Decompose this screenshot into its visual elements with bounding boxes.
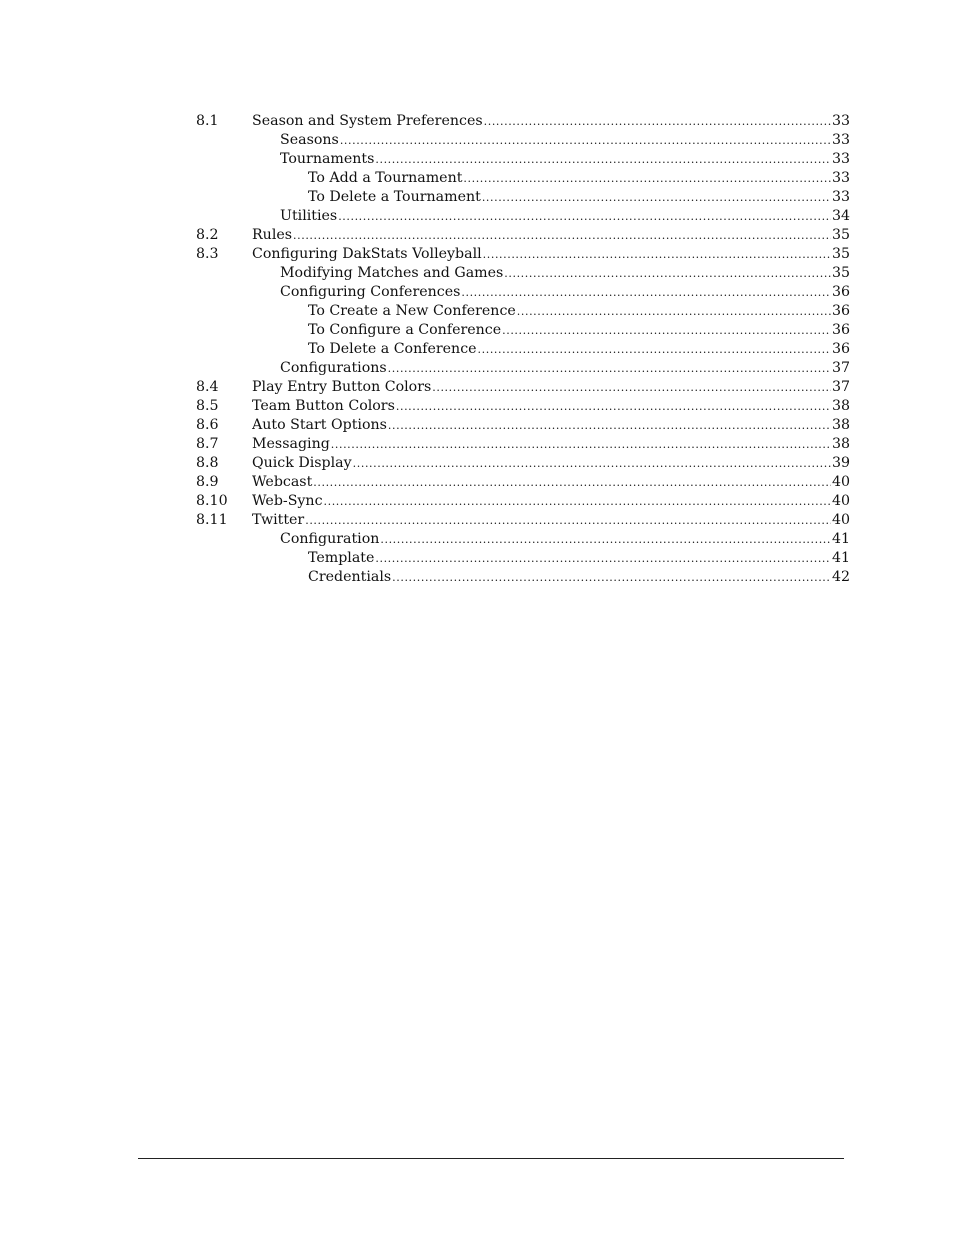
toc-entry[interactable] xyxy=(0,530,954,549)
toc-entry[interactable] xyxy=(0,568,954,587)
toc-entry-title: Twitter xyxy=(252,512,305,528)
toc-section-number: 8.10 xyxy=(196,493,228,509)
toc-entry-title: To Configure a Conference xyxy=(308,322,502,338)
toc-entry-title: Tournaments xyxy=(280,151,375,167)
toc-entry[interactable] xyxy=(0,511,954,530)
toc-entry[interactable] xyxy=(0,207,954,226)
toc-entry[interactable] xyxy=(0,359,954,378)
dot-leader xyxy=(432,378,831,397)
toc-page-number: 40 xyxy=(831,512,850,528)
toc-page-number: 37 xyxy=(831,379,850,395)
toc-entry-title: Credentials xyxy=(308,569,392,585)
toc-entry-title: Play Entry Button Colors xyxy=(252,379,432,395)
toc-page-number: 36 xyxy=(831,322,850,338)
toc-page-number: 35 xyxy=(831,265,850,281)
toc-entry-title: Web-Sync xyxy=(252,493,323,509)
toc-entry-title: Configurations xyxy=(280,360,387,376)
toc-page-number: 33 xyxy=(831,189,850,205)
toc-page-number: 36 xyxy=(831,303,850,319)
dot-leader xyxy=(392,568,831,587)
dot-leader xyxy=(293,226,831,245)
toc-entry-title: To Delete a Conference xyxy=(308,341,477,357)
toc-section-number: 8.11 xyxy=(196,512,228,528)
toc-page-number: 33 xyxy=(831,170,850,186)
toc-entry-title: Auto Start Options xyxy=(252,417,387,433)
dot-leader xyxy=(502,321,831,340)
dot-leader xyxy=(340,131,831,150)
dot-leader xyxy=(483,245,831,264)
toc-page-number: 39 xyxy=(831,455,850,471)
toc-page-number: 42 xyxy=(831,569,850,585)
toc-entry-title: Messaging xyxy=(252,436,330,452)
toc-entry-title: Seasons xyxy=(280,132,339,148)
toc-page-number: 41 xyxy=(831,550,850,566)
toc-entry[interactable] xyxy=(0,226,954,245)
toc-page-number: 35 xyxy=(831,227,850,243)
toc-section-number: 8.5 xyxy=(196,398,219,414)
toc-entry-title: Configuring Conferences xyxy=(280,284,461,300)
dot-leader xyxy=(504,264,831,283)
toc-entry[interactable] xyxy=(0,112,954,131)
toc-entry[interactable] xyxy=(0,283,954,302)
toc-entry-title: Template xyxy=(308,550,375,566)
toc-entry-title: Utilities xyxy=(280,208,338,224)
toc-page-number: 37 xyxy=(831,360,850,376)
toc-page-number: 40 xyxy=(831,474,850,490)
toc-page-number: 35 xyxy=(831,246,850,262)
toc-page-number: 33 xyxy=(831,151,850,167)
dot-leader xyxy=(484,112,831,131)
toc-page-number: 36 xyxy=(831,284,850,300)
toc-page-number: 38 xyxy=(831,398,850,414)
toc-page-number: 33 xyxy=(831,113,850,129)
toc-page-number: 34 xyxy=(831,208,850,224)
toc-page-number: 40 xyxy=(831,493,850,509)
dot-leader xyxy=(338,207,831,226)
table-of-contents xyxy=(0,112,954,587)
toc-page-number: 36 xyxy=(831,341,850,357)
toc-entry[interactable] xyxy=(0,473,954,492)
toc-entry-title: Season and System Preferences xyxy=(252,113,483,129)
toc-entry-title: To Add a Tournament xyxy=(308,170,463,186)
toc-entry[interactable] xyxy=(0,416,954,435)
dot-leader xyxy=(375,150,831,169)
toc-page-number: 38 xyxy=(831,417,850,433)
toc-entry-title: To Delete a Tournament xyxy=(308,189,481,205)
toc-entry-title: Rules xyxy=(252,227,293,243)
toc-entry[interactable] xyxy=(0,435,954,454)
toc-entry[interactable] xyxy=(0,131,954,150)
dot-leader xyxy=(396,397,831,416)
toc-entry[interactable] xyxy=(0,321,954,340)
dot-leader xyxy=(478,340,831,359)
toc-entry-title: Configuring DakStats Volleyball xyxy=(252,246,482,262)
toc-page-number: 41 xyxy=(831,531,850,547)
toc-section-number: 8.3 xyxy=(196,246,219,262)
toc-entry[interactable] xyxy=(0,150,954,169)
dot-leader xyxy=(517,302,831,321)
toc-entry[interactable] xyxy=(0,378,954,397)
footer-rule xyxy=(138,1158,844,1159)
toc-section-number: 8.1 xyxy=(196,113,219,129)
toc-section-number: 8.4 xyxy=(196,379,219,395)
toc-entry[interactable] xyxy=(0,454,954,473)
dot-leader xyxy=(324,492,831,511)
toc-entry-title: To Create a New Conference xyxy=(308,303,516,319)
dot-leader xyxy=(331,435,831,454)
toc-entry[interactable] xyxy=(0,397,954,416)
dot-leader xyxy=(463,169,831,188)
dot-leader xyxy=(482,188,831,207)
dot-leader xyxy=(313,473,831,492)
toc-entry[interactable] xyxy=(0,340,954,359)
toc-entry[interactable] xyxy=(0,492,954,511)
dot-leader xyxy=(305,511,831,530)
dot-leader xyxy=(353,454,831,473)
toc-entry-title: Webcast xyxy=(252,474,313,490)
toc-entry[interactable] xyxy=(0,549,954,568)
toc-section-number: 8.8 xyxy=(196,455,219,471)
toc-entry[interactable] xyxy=(0,169,954,188)
toc-entry-title: Modifying Matches and Games xyxy=(280,265,504,281)
dot-leader xyxy=(375,549,831,568)
toc-entry-title: Quick Display xyxy=(252,455,352,471)
toc-section-number: 8.7 xyxy=(196,436,219,452)
toc-section-number: 8.6 xyxy=(196,417,219,433)
toc-page-number: 33 xyxy=(831,132,850,148)
toc-section-number: 8.2 xyxy=(196,227,219,243)
dot-leader xyxy=(388,359,831,378)
dot-leader xyxy=(380,530,831,549)
toc-section-number: 8.9 xyxy=(196,474,219,490)
toc-entry-title: Team Button Colors xyxy=(252,398,395,414)
dot-leader xyxy=(461,283,831,302)
toc-entry-title: Configuration xyxy=(280,531,380,547)
toc-page-number: 38 xyxy=(831,436,850,452)
toc-entry[interactable] xyxy=(0,188,954,207)
toc-entry[interactable] xyxy=(0,264,954,283)
dot-leader xyxy=(388,416,831,435)
toc-entry[interactable] xyxy=(0,245,954,264)
toc-entry[interactable] xyxy=(0,302,954,321)
